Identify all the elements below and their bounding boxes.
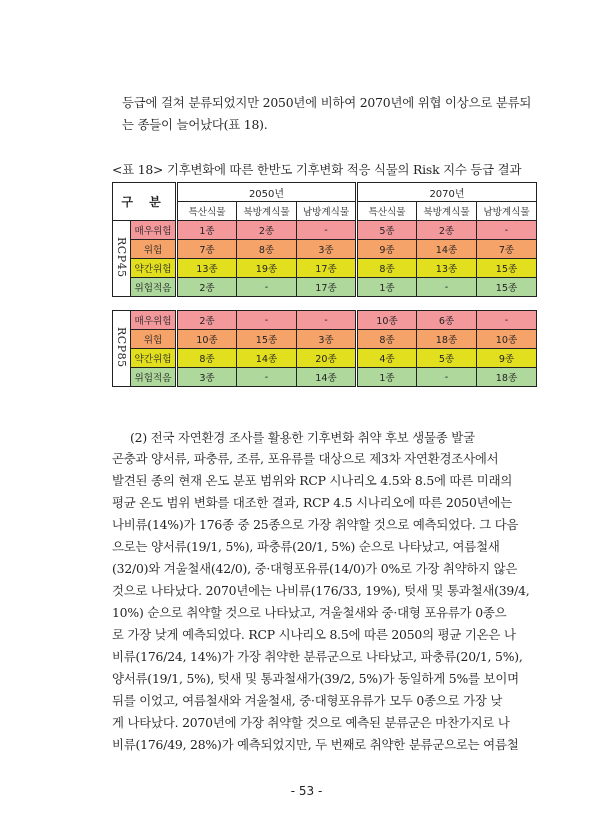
- risk-level-label: 위험: [131, 330, 177, 349]
- species-count-cell: -: [237, 278, 297, 297]
- species-count-cell: 17종: [297, 278, 357, 297]
- species-count-cell: 10종: [357, 311, 417, 330]
- intro-paragraph: [122, 92, 532, 136]
- table-caption: <표 18> 기후변화에 따른 한반도 기후변화 적응 식물의 Risk 지수 등급 결과: [112, 162, 522, 177]
- species-count-cell: 5종: [417, 349, 477, 368]
- subheader: 특산식물: [177, 202, 237, 221]
- species-count-cell: 13종: [177, 259, 237, 278]
- species-count-cell: 2종: [177, 278, 237, 297]
- section-heading: (2) 전국 자연환경 조사를 활용한 기후변화 취약 후보 생물종 발굴: [130, 430, 475, 445]
- scenario-label-cell: [113, 311, 131, 387]
- species-count-cell: 9종: [477, 349, 537, 368]
- intro-line: 는 종들이 늘어났다(표 18).: [122, 117, 268, 132]
- header-category-label: 구 분: [121, 195, 167, 209]
- species-count-cell: 8종: [177, 349, 237, 368]
- table-row: [113, 240, 537, 259]
- species-count-cell: 14종: [237, 349, 297, 368]
- body-line: 곤충과 양서류, 파충류, 조류, 포유류를 대상으로 제3차 자연환경조사에서: [112, 451, 499, 466]
- scenario-label-cell: [113, 221, 131, 297]
- body-line: 발견된 종의 현재 온도 분포 범위와 RCP 시나리오 4.5와 8.5에 따른 미래의: [112, 473, 513, 488]
- scenario-label: RCP85: [115, 326, 128, 368]
- species-count-cell: 8종: [357, 259, 417, 278]
- header-year-2070: 2070년: [357, 183, 537, 202]
- species-count-cell: 3종: [177, 368, 237, 387]
- body-line: 뒤를 이었고, 여름철새와 겨울철새, 중·대형포유류가 모두 0종으로 가장 낮: [112, 693, 503, 708]
- species-count-cell: 14종: [417, 240, 477, 259]
- risk-level-label: 위험적음: [131, 368, 177, 387]
- species-count-cell: 2종: [417, 221, 477, 240]
- risk-table-rcp85: [112, 310, 537, 387]
- species-count-cell: -: [477, 311, 537, 330]
- body-paragraph: [112, 448, 530, 756]
- body-line: (32/0)와 겨울철새(42/0), 중·대형포유류(14/0)가 0%로 가장 취약하지 않은: [112, 561, 518, 576]
- body-line: 게 나타났다. 2070년에 가장 취약할 것으로 예측된 분류군은 마찬가지로 나: [112, 715, 510, 730]
- species-count-cell: 1종: [357, 278, 417, 297]
- body-line: 나비류(14%)가 176종 중 25종으로 가장 취약할 것으로 예측되었다. 그 다음: [112, 517, 519, 532]
- species-count-cell: 18종: [417, 330, 477, 349]
- species-count-cell: 2종: [177, 311, 237, 330]
- header-category: [113, 183, 177, 221]
- body-line: 비류(176/49, 28%)가 예측되었지만, 두 번째로 취약한 분류군으로는 여름철: [112, 737, 519, 752]
- species-count-cell: 5종: [357, 221, 417, 240]
- body-line: 양서류(19/1, 5%), 텃새 및 통과철새가(39/2, 5%)가 동일하게 5%를 보이며: [112, 671, 519, 686]
- subheader: 특산식물: [357, 202, 417, 221]
- header-year-2050: 2050년: [177, 183, 357, 202]
- subheader: 남방계식물: [477, 202, 537, 221]
- species-count-cell: 3종: [297, 330, 357, 349]
- species-count-cell: 19종: [237, 259, 297, 278]
- species-count-cell: -: [237, 368, 297, 387]
- species-count-cell: 15종: [477, 259, 537, 278]
- species-count-cell: -: [297, 311, 357, 330]
- species-count-cell: 17종: [297, 259, 357, 278]
- species-count-cell: 1종: [357, 368, 417, 387]
- species-count-cell: 13종: [417, 259, 477, 278]
- subheader: 북방계식물: [417, 202, 477, 221]
- risk-level-label: 위험적음: [131, 278, 177, 297]
- table-row: [113, 311, 537, 330]
- species-count-cell: 10종: [177, 330, 237, 349]
- body-line: 으로는 양서류(19/1, 5%), 파충류(20/1, 5%) 순으로 나타났고, 여름철새: [112, 539, 500, 554]
- species-count-cell: 3종: [297, 240, 357, 259]
- species-count-cell: -: [477, 221, 537, 240]
- risk-level-label: 매우위험: [131, 221, 177, 240]
- subheader: 남방계식물: [297, 202, 357, 221]
- species-count-cell: -: [237, 311, 297, 330]
- risk-level-label: 매우위험: [131, 311, 177, 330]
- table-row: [113, 278, 537, 297]
- species-count-cell: 15종: [237, 330, 297, 349]
- table-row: [113, 259, 537, 278]
- risk-table-rcp45: [112, 182, 537, 297]
- species-count-cell: 15종: [477, 278, 537, 297]
- species-count-cell: 7종: [477, 240, 537, 259]
- table-row: [113, 330, 537, 349]
- species-count-cell: -: [417, 278, 477, 297]
- table-row: [113, 221, 537, 240]
- species-count-cell: 9종: [357, 240, 417, 259]
- risk-level-label: 약간위험: [131, 349, 177, 368]
- species-count-cell: 1종: [177, 221, 237, 240]
- species-count-cell: 14종: [297, 368, 357, 387]
- body-line: 것으로 나타났다. 2070년에는 나비류(176/33, 19%), 텃새 및 통과철새(39/4,: [112, 583, 530, 598]
- species-count-cell: 10종: [477, 330, 537, 349]
- species-count-cell: 8종: [237, 240, 297, 259]
- body-line: 비류(176/24, 14%)가 가장 취약한 분류군으로 나타났고, 파충류(20/1, 5%),: [112, 649, 523, 664]
- body-line: 10%) 순으로 취약할 것으로 나타났고, 겨울철새와 중·대형 포유류가 0종으: [112, 605, 507, 620]
- table-row: [113, 368, 537, 387]
- species-count-cell: 20종: [297, 349, 357, 368]
- risk-level-label: 약간위험: [131, 259, 177, 278]
- body-line: 평균 온도 범위 변화를 대조한 결과, RCP 4.5 시나리오에 따른 2050년에는: [112, 495, 512, 510]
- species-count-cell: 4종: [357, 349, 417, 368]
- species-count-cell: 6종: [417, 311, 477, 330]
- species-count-cell: 18종: [477, 368, 537, 387]
- page-number: - 53 -: [290, 784, 323, 798]
- intro-line: 등급에 걸쳐 분류되었지만 2050년에 비하여 2070년에 위협 이상으로 분류되: [122, 95, 532, 110]
- species-count-cell: 2종: [237, 221, 297, 240]
- species-count-cell: -: [417, 368, 477, 387]
- species-count-cell: 7종: [177, 240, 237, 259]
- risk-level-label: 위험: [131, 240, 177, 259]
- scenario-label: RCP45: [115, 236, 128, 278]
- species-count-cell: -: [297, 221, 357, 240]
- species-count-cell: 8종: [357, 330, 417, 349]
- subheader: 북방계식물: [237, 202, 297, 221]
- table-row: [113, 349, 537, 368]
- body-line: 로 가장 낮게 예측되었다. RCP 시나리오 8.5에 따른 2050의 평균 기온은 나: [112, 627, 516, 642]
